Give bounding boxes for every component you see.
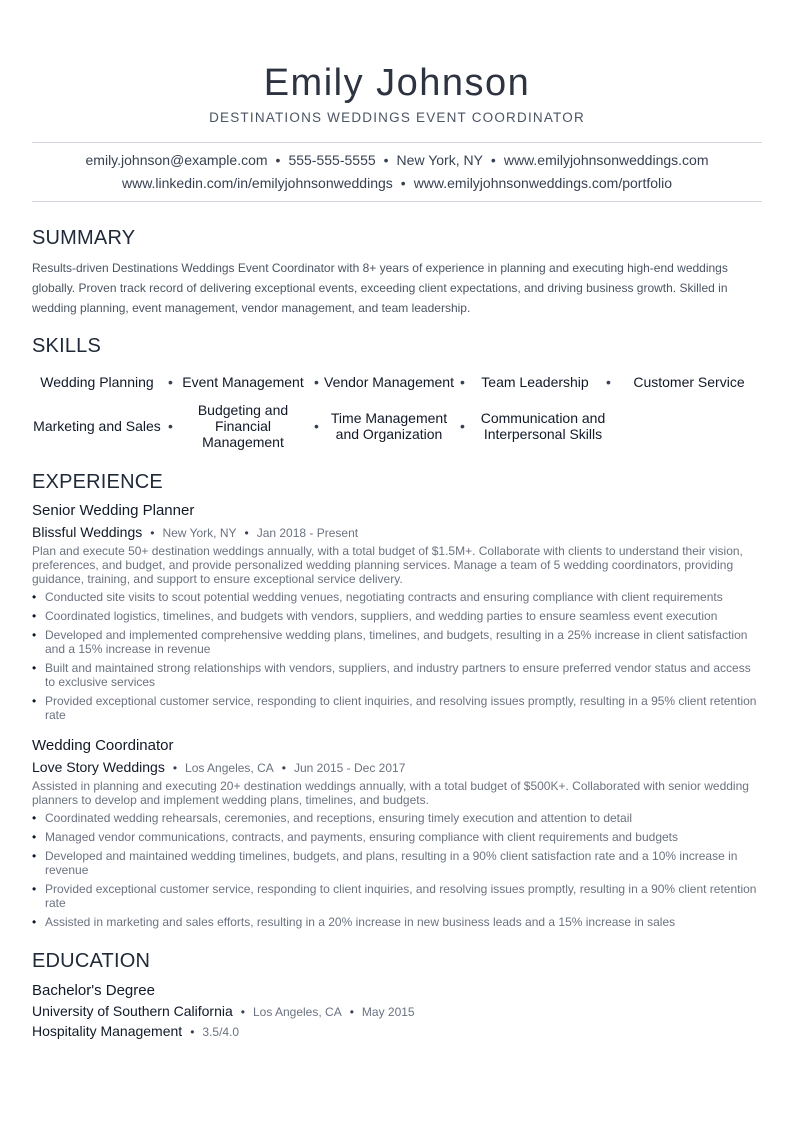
job-description: Assisted in planning and executing 20+ destination weddings annually, with a total budget of $500K+. Collaborated with senior wedding planners to develop and implement wedding plans, timelines, and budgets. <box>32 779 749 807</box>
list-item: • Built and maintained strong relationships with vendors, suppliers, and industry partners to ensure preferred vendor status and access to exclusive services <box>32 661 762 689</box>
job-title: Wedding Coordinator <box>32 737 174 754</box>
skill-separator: • <box>168 374 173 390</box>
header-divider-bottom <box>32 201 762 202</box>
skill-item: Event Management <box>182 374 304 390</box>
education-school: University of Southern California <box>32 1003 233 1019</box>
job-meta: Love Story Weddings • Los Angeles, CA • Jun 2015 - Dec 2017 <box>32 759 406 775</box>
skill-separator: • <box>168 418 173 434</box>
list-item: • Provided exceptional customer service, responding to client inquiries, and resolving issues promptly, resulting in a 95% client retention rate <box>32 694 762 722</box>
list-item: • Managed vendor communications, contracts, and payments, ensuring compliance with client requirements and budgets <box>32 830 762 844</box>
contact-portfolio[interactable]: www.emilyjohnsonweddings.com/portfolio <box>413 175 673 191</box>
skills-heading: SKILLS <box>32 335 102 357</box>
education-heading: EDUCATION <box>32 950 151 972</box>
skill-separator: • <box>314 374 319 390</box>
skill-item: Vendor Management <box>324 374 454 390</box>
education-degree: Bachelor's Degree <box>32 982 155 999</box>
list-item: • Conducted site visits to scout potential wedding venues, negotiating contracts and ensuring compliance with client requirements <box>32 590 762 604</box>
contact-linkedin[interactable]: www.linkedin.com/in/emilyjohnsonweddings <box>121 175 393 191</box>
skill-item: Customer Service <box>633 374 745 390</box>
job-location: Los Angeles, CA <box>185 761 274 775</box>
job-meta: Blissful Weddings • New York, NY • Jan 2018 - Present <box>32 524 359 540</box>
experience-heading: EXPERIENCE <box>32 471 163 493</box>
skill-item: Team Leadership <box>481 374 589 390</box>
contact-email[interactable]: emily.johnson@example.com <box>85 152 268 168</box>
job-bullets <box>32 811 762 929</box>
education-major-row: Hospitality Management • 3.5/4.0 <box>32 1023 240 1039</box>
education-gpa: 3.5/4.0 <box>202 1025 240 1039</box>
job-bullets <box>32 590 762 722</box>
contact-location: New York, NY <box>396 152 483 168</box>
header-divider-top <box>32 142 762 143</box>
skill-item: Marketing and Sales <box>33 418 161 434</box>
job-location: New York, NY <box>162 526 237 540</box>
summary-text: Results-driven Destinations Weddings Event Coordinator with 8+ years of experience in planning and executing high-end weddings globally. Proven track record of delivering exceptional events, exceeding client expectations, and driving business growth. Skilled in wedding planning, event management, vendor management, and team leadership. <box>32 261 728 315</box>
job-description: Plan and execute 50+ destination weddings annually, with a total budget of $1.5M+. Collaborate with clients to understand their vision, preferences, and budget, and provide personalized wedding planning services. Manage a team of 5 wedding coordinators, providing guidance, training, and support to ensure exceptional service delivery. <box>32 544 743 586</box>
summary-heading: SUMMARY <box>32 227 136 249</box>
candidate-name: Emily Johnson <box>263 62 531 104</box>
skill-item: Communication and Interpersonal Skills <box>480 410 606 442</box>
education-major: Hospitality Management <box>32 1023 183 1039</box>
job-dates: Jun 2015 - Dec 2017 <box>293 761 406 775</box>
job-dates: Jan 2018 - Present <box>256 526 359 540</box>
skill-separator: • <box>314 418 319 434</box>
education-date: May 2015 <box>361 1005 415 1019</box>
skill-separator: • <box>606 374 611 390</box>
skill-item: Budgeting and Financial Management <box>197 402 289 450</box>
education-meta: University of Southern California • Los Angeles, CA • May 2015 <box>32 1003 415 1019</box>
list-item: • Provided exceptional customer service, responding to client inquiries, and resolving issues promptly, resulting in a 90% client retention rate <box>32 882 762 910</box>
skill-separator: • <box>460 418 465 434</box>
list-item: • Developed and implemented comprehensive wedding plans, timelines, and budgets, resulting in a 25% increase in client satisfaction and a 15% increase in revenue <box>32 628 762 656</box>
list-item: • Assisted in marketing and sales efforts, resulting in a 20% increase in new business leads and a 15% increase in sales <box>32 915 762 929</box>
list-item: • Developed and maintained wedding timelines, budgets, and plans, resulting in a 90% client satisfaction rate and a 10% increase in revenue <box>32 849 762 877</box>
candidate-title: DESTINATIONS WEDDINGS EVENT COORDINATOR <box>209 110 585 125</box>
skill-separator: • <box>460 374 465 390</box>
contact-website[interactable]: www.emilyjohnsonweddings.com <box>503 152 709 168</box>
contact-phone[interactable]: 555-555-5555 <box>288 152 376 168</box>
contact-line-1: emily.johnson@example.com • 555-555-5555 • New York, NY • www.emilyjohnsonweddings.com <box>85 152 709 168</box>
job-company: Blissful Weddings <box>32 524 143 540</box>
job-title: Senior Wedding Planner <box>32 502 195 519</box>
job-company: Love Story Weddings <box>32 759 165 775</box>
education-location: Los Angeles, CA <box>252 1005 342 1019</box>
list-item: • Coordinated logistics, timelines, and budgets with vendors, suppliers, and wedding parties to ensure seamless event execution <box>32 609 762 623</box>
skill-item: Wedding Planning <box>40 374 154 390</box>
contact-line-2: www.linkedin.com/in/emilyjohnsonweddings • www.emilyjohnsonweddings.com/portfolio <box>121 175 673 191</box>
skill-item: Time Management and Organization <box>330 410 448 442</box>
list-item: • Coordinated wedding rehearsals, ceremonies, and receptions, ensuring timely execution and attention to detail <box>32 811 762 825</box>
